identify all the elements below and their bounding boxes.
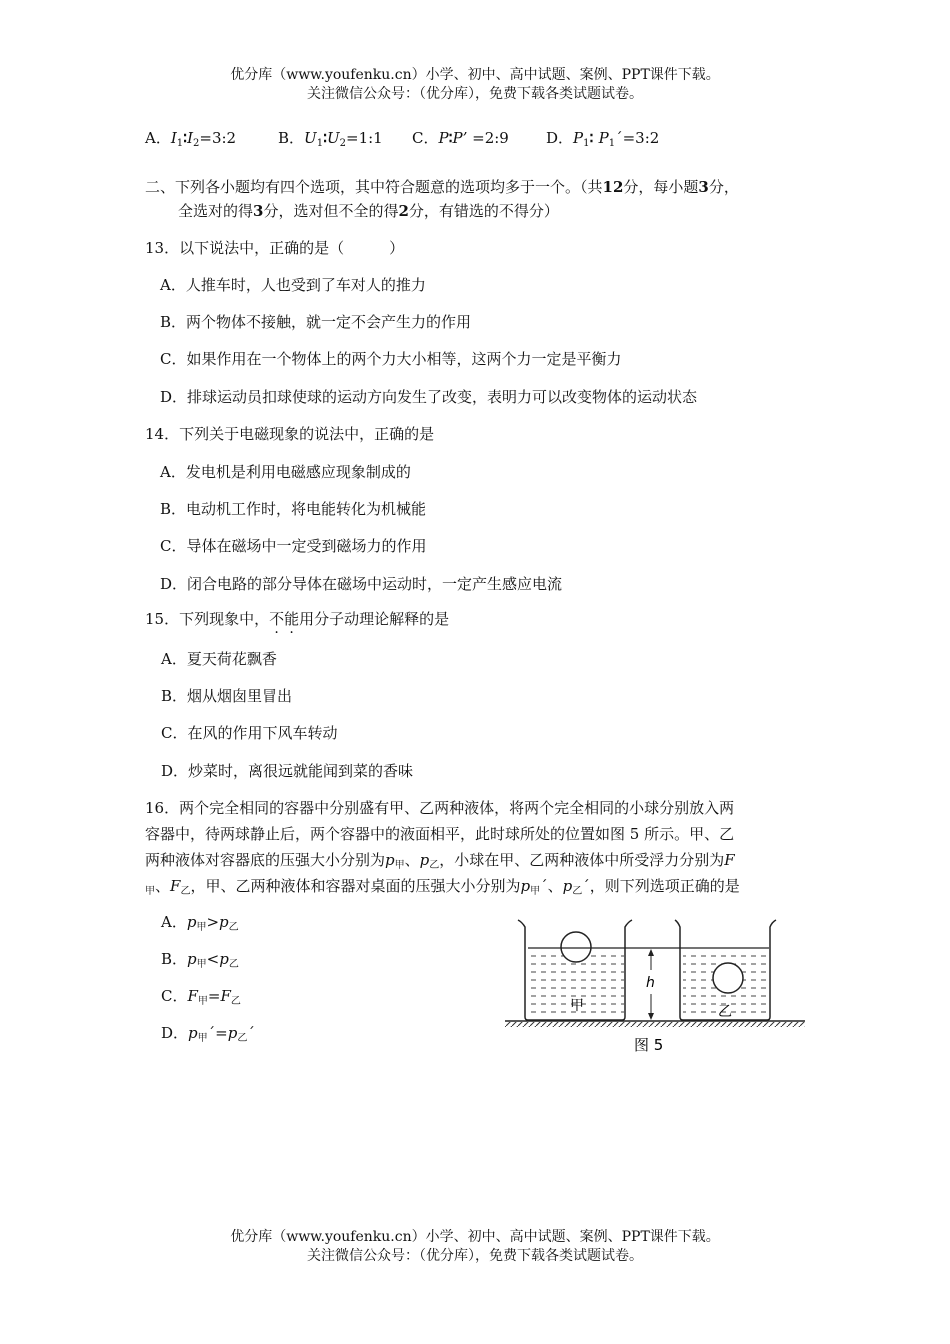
- sub: 2: [339, 138, 346, 149]
- q14-option-d: D．闭合电路的部分导体在磁场中运动时，一定产生感应电流: [160, 575, 563, 593]
- relation: <: [206, 950, 220, 968]
- var: p: [219, 950, 229, 968]
- label-yi: 乙: [718, 1004, 732, 1020]
- var: P: [598, 129, 609, 147]
- text: 全选对的得: [178, 202, 254, 220]
- q13-option-d: D．排球运动员扣球使球的运动方向发生了改变，表明力可以改变物体的运动状态: [160, 388, 698, 406]
- sub: 甲: [394, 860, 405, 871]
- var: p: [562, 877, 573, 895]
- q13-option-a: A．人推车时，人也受到了车对人的推力: [160, 276, 426, 294]
- q14-option-b: B．电动机工作时，将电能转化为机械能: [160, 500, 427, 518]
- var: I: [187, 129, 193, 147]
- q16-option-c: [161, 985, 241, 1013]
- var: F: [220, 987, 231, 1005]
- option-label: B．: [161, 950, 188, 968]
- var: p: [227, 1024, 238, 1042]
- text: 分，: [708, 178, 739, 196]
- sub: 乙: [230, 996, 241, 1007]
- sub: 乙: [429, 860, 440, 871]
- label-jia: 甲: [570, 998, 584, 1014]
- h-label: h: [646, 975, 655, 991]
- text: 、: [155, 877, 171, 895]
- sub: 乙: [228, 959, 239, 970]
- q12-option-a: [145, 127, 236, 155]
- number: 3: [698, 178, 709, 196]
- text: ´: [247, 1024, 255, 1042]
- q14-stem: 14．下列关于电磁现象的说法中，正确的是: [145, 425, 435, 443]
- var: U: [326, 129, 340, 147]
- sub: 甲: [530, 886, 541, 897]
- text: ，则下列选项正确的是: [589, 877, 740, 895]
- number: 12: [602, 178, 624, 196]
- sub: 甲: [196, 922, 207, 933]
- q15-stem: [145, 608, 449, 630]
- q12-option-d: [546, 127, 659, 155]
- emphasis-text: 不: [269, 610, 285, 628]
- text: 二、下列各小题均有四个选项，其中符合题意的选项均多于一个。（共: [145, 178, 603, 196]
- var: F: [724, 851, 735, 869]
- emphasis-text: 能: [284, 610, 300, 628]
- option-label: C．: [161, 987, 188, 1005]
- var: U: [304, 129, 317, 147]
- beaker-left: [518, 920, 632, 1020]
- figure-5-diagram: [500, 912, 810, 1057]
- option-label: D．: [546, 129, 574, 147]
- q12-option-b: [278, 127, 383, 155]
- colon: ∶: [183, 129, 188, 147]
- text: 两种液体对容器底的压强大小分别为: [145, 851, 386, 869]
- sub: 甲: [197, 1033, 208, 1044]
- value: =2:9: [467, 129, 509, 147]
- text: 15．下列现象中，: [145, 610, 270, 628]
- relation: =: [207, 987, 221, 1005]
- text: 分，每小题: [623, 178, 699, 196]
- var: p: [187, 950, 197, 968]
- q13-option-c: C．如果作用在一个物体上的两个力大小相等，这两个力一定是平衡力: [160, 350, 622, 368]
- footer-line-2: 关注微信公众号：（优分库），免费下载各类试题试卷。: [307, 1248, 643, 1264]
- section-2-title-line-1: [145, 176, 739, 198]
- option-label: A．: [145, 129, 171, 147]
- var: P: [573, 129, 584, 147]
- sub: 乙: [180, 886, 191, 897]
- q14-option-c: C．导体在磁场中一定受到磁场力的作用: [160, 537, 427, 555]
- var: p: [385, 851, 395, 869]
- sub: 甲: [197, 996, 208, 1007]
- q15-option-a: A．夏天荷花飘香: [161, 650, 277, 668]
- sub: 1: [608, 138, 616, 149]
- var: p: [188, 1024, 198, 1042]
- q15-option-c: C．在风的作用下风车转动: [161, 724, 338, 742]
- q14-option-a: A．发电机是利用电磁感应现象制成的: [160, 463, 411, 481]
- sub: 1: [316, 138, 324, 149]
- relation: >: [206, 913, 220, 931]
- option-label: C．: [412, 129, 439, 147]
- value: =1:1: [346, 129, 383, 147]
- figure-caption: 图 5: [634, 1036, 664, 1054]
- q16-option-b: [161, 948, 239, 976]
- q15-option-b: B．烟从烟囱里冒出: [161, 687, 293, 705]
- number: 2: [398, 202, 409, 220]
- option-label: A．: [161, 913, 187, 931]
- text: 、: [547, 877, 563, 895]
- sub: 1: [583, 138, 590, 149]
- table-hatch: [505, 1022, 805, 1027]
- ball-right: [713, 963, 743, 993]
- text: 、: [404, 851, 420, 869]
- var: p: [219, 913, 229, 931]
- colon: ∶: [589, 129, 599, 147]
- text: ´: [540, 877, 548, 895]
- var: F: [187, 987, 198, 1005]
- sub: 甲: [196, 959, 207, 970]
- q16-line-3: [145, 849, 735, 877]
- var: I: [170, 129, 177, 147]
- sub: 1: [176, 138, 184, 149]
- sub: 乙: [237, 1033, 248, 1044]
- var: F: [170, 877, 181, 895]
- ball-left: [561, 932, 591, 962]
- value: ´=3:2: [615, 129, 660, 147]
- q13-option-b: B．两个物体不接触，就一定不会产生力的作用: [160, 313, 472, 331]
- q16-line-1: 16．两个完全相同的容器中分别盛有甲、乙两种液体，将两个完全相同的小球分别放入两: [145, 799, 735, 817]
- header-line-2: 关注微信公众号：（优分库），免费下载各类试题试卷。: [307, 86, 643, 102]
- height-indicator: [646, 949, 655, 1020]
- header-line-1: 优分库（www.youfenku.cn）小学、初中、高中试题、案例、PPT课件下载。: [230, 67, 720, 83]
- footer-line-1: 优分库（www.youfenku.cn）小学、初中、高中试题、案例、PPT课件下载。: [230, 1229, 720, 1245]
- var: P: [438, 129, 449, 147]
- relation: ´=: [207, 1024, 228, 1042]
- var: p: [186, 913, 197, 931]
- section-2-title-line-2: [178, 200, 559, 222]
- sub: 乙: [228, 922, 239, 933]
- q13-stem: 13．以下说法中，正确的是（ ）: [145, 239, 405, 257]
- var: P’: [452, 129, 468, 147]
- text: 用分子动理论解释的是: [299, 610, 450, 628]
- var: p: [419, 851, 430, 869]
- sub: 乙: [572, 886, 583, 897]
- sub: 甲: [145, 886, 155, 897]
- colon: ∶: [448, 129, 453, 147]
- var: p: [520, 877, 531, 895]
- text: 分，有错选的不得分）: [408, 202, 559, 220]
- q16-option-d: [161, 1022, 255, 1050]
- number: 3: [253, 202, 264, 220]
- text: 分，选对但不全的得: [263, 202, 399, 220]
- option-label: B．: [278, 129, 305, 147]
- text: ，小球在甲、乙两种液体中所受浮力分别为: [439, 851, 725, 869]
- h-arrow-bottom-head: [648, 1013, 654, 1020]
- q16-line-4: [145, 875, 740, 903]
- q15-option-d: D．炒菜时，离很远就能闻到菜的香味: [161, 762, 414, 780]
- option-label: D．: [161, 1024, 189, 1042]
- q16-option-a: [161, 911, 239, 939]
- beaker-right: [675, 920, 776, 1020]
- h-arrow-top-head: [648, 949, 654, 956]
- value: =3:2: [199, 129, 237, 147]
- q12-option-c: [412, 127, 509, 149]
- colon: ∶: [323, 129, 327, 147]
- q16-line-2: 容器中，待两球静止后，两个容器中的液面相平，此时球所处的位置如图 5 所示。甲、乙: [145, 825, 735, 843]
- sub: 2: [193, 138, 200, 149]
- text: ，甲、乙两种液体和容器对桌面的压强大小分别为: [190, 877, 521, 895]
- text: ´: [582, 877, 590, 895]
